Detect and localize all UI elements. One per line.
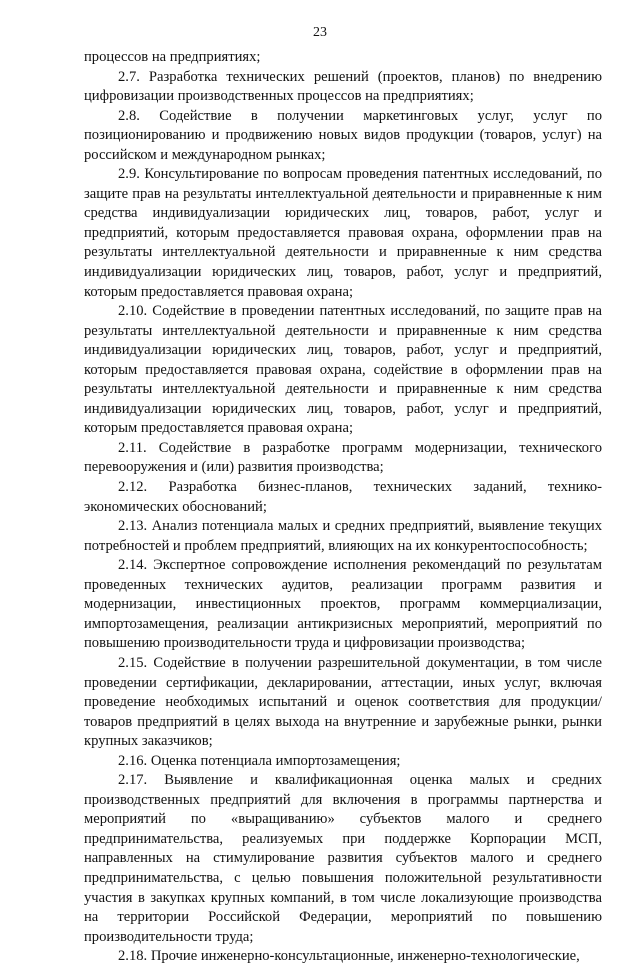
page-number: 23 <box>313 25 327 40</box>
paragraph-2-16: 2.16. Оценка потенциала импортозамещения; <box>118 752 401 769</box>
paragraph-2-9: 2.9. Консультирование по вопросам проведения патентных исследований, по защите прав на результаты интеллектуальной деятельности и приравненные к ним средства индивидуализации юридических лиц, товаров, работ, услуг и предприятий, которым предоставляется правовая охрана, оформлении прав на результаты интеллектуальной деятельности и приравненные к ним средства индивидуализации юридических лиц, товаров, работ, услуг и предприятий, которым предоставляется правовая охрана; <box>84 166 602 300</box>
paragraph-2-10: 2.10. Содействие в проведении патентных исследований, по защите прав на результаты интеллектуальной деятельности и приравненные к ним средства индивидуализации юридических лиц, товаров, работ, услуг и предприятий, которым предоставляется правовая охрана, содействие в оформлении прав на результаты интеллектуальной деятельности и приравненные к ним средства индивидуализации юридических лиц, товаров, работ, услуг и предприятий, которым предоставляется правовая охрана; <box>84 303 602 437</box>
paragraph-2-8: 2.8. Содействие в получении маркетинговых услуг, услуг по позиционированию и продвижению новых видов продукции (товаров, услуг) на российском и международном рынках; <box>84 107 602 163</box>
paragraph-2-14: 2.14. Экспертное сопровождение исполнения рекомендаций по результатам проведенных технических аудитов, реализации программ развития и модернизации, инвестиционных проектов, программ коммерциализации, импортозамещения, реализации антикризисных мероприятий, мероприятий по повышению производительности труда и цифровизации производства; <box>84 557 602 652</box>
paragraph-2-17: 2.17. Выявление и квалификационная оценка малых и средних производственных предприятий для включения в программы партнерства и мероприятий по «выращиванию» субъектов малого и среднего предпринимательства, реализуемых при поддержке Корпорации МСП, направленных на стимулирование развития субъектов малого и среднего предпринимательства, с целью повышения положительной результативности участия в закупках крупных компаний, в том числе локализующие производства на территории Российской Федерации, мероприятий по повышению производительности труда; <box>84 772 602 945</box>
paragraph-2-15: 2.15. Содействие в получении разрешительной документации, в том числе проведении сертификации, декларировании, аттестации, иных услуг, включая проведение необходимых испытаний и оценок соответствия для продукции/товаров предприятий в целях выхода на внутренние и зарубежные рынки, рынки крупных заказчиков; <box>84 654 602 750</box>
paragraph-2-13: 2.13. Анализ потенциала малых и средних предприятий, выявление текущих потребностей и проблем предприятий, влияющих на их конкурентоспособность; <box>84 518 602 554</box>
paragraph-2-18: 2.18. Прочие инженерно-консультационные, инженерно-технологические, <box>118 948 580 965</box>
paragraph-continuation: процессов на предприятиях; <box>84 49 261 65</box>
paragraph-2-12: 2.12. Разработка бизнес-планов, технических заданий, технико-экономических обоснований; <box>84 479 602 515</box>
document-body <box>84 48 602 967</box>
paragraph-2-7: 2.7. Разработка технических решений (проектов, планов) по внедрению цифровизации производственных процессов на предприятиях; <box>84 68 602 105</box>
paragraph-2-11: 2.11. Содействие в разработке программ модернизации, технического перевооружения и (или) развития производства; <box>84 439 602 476</box>
